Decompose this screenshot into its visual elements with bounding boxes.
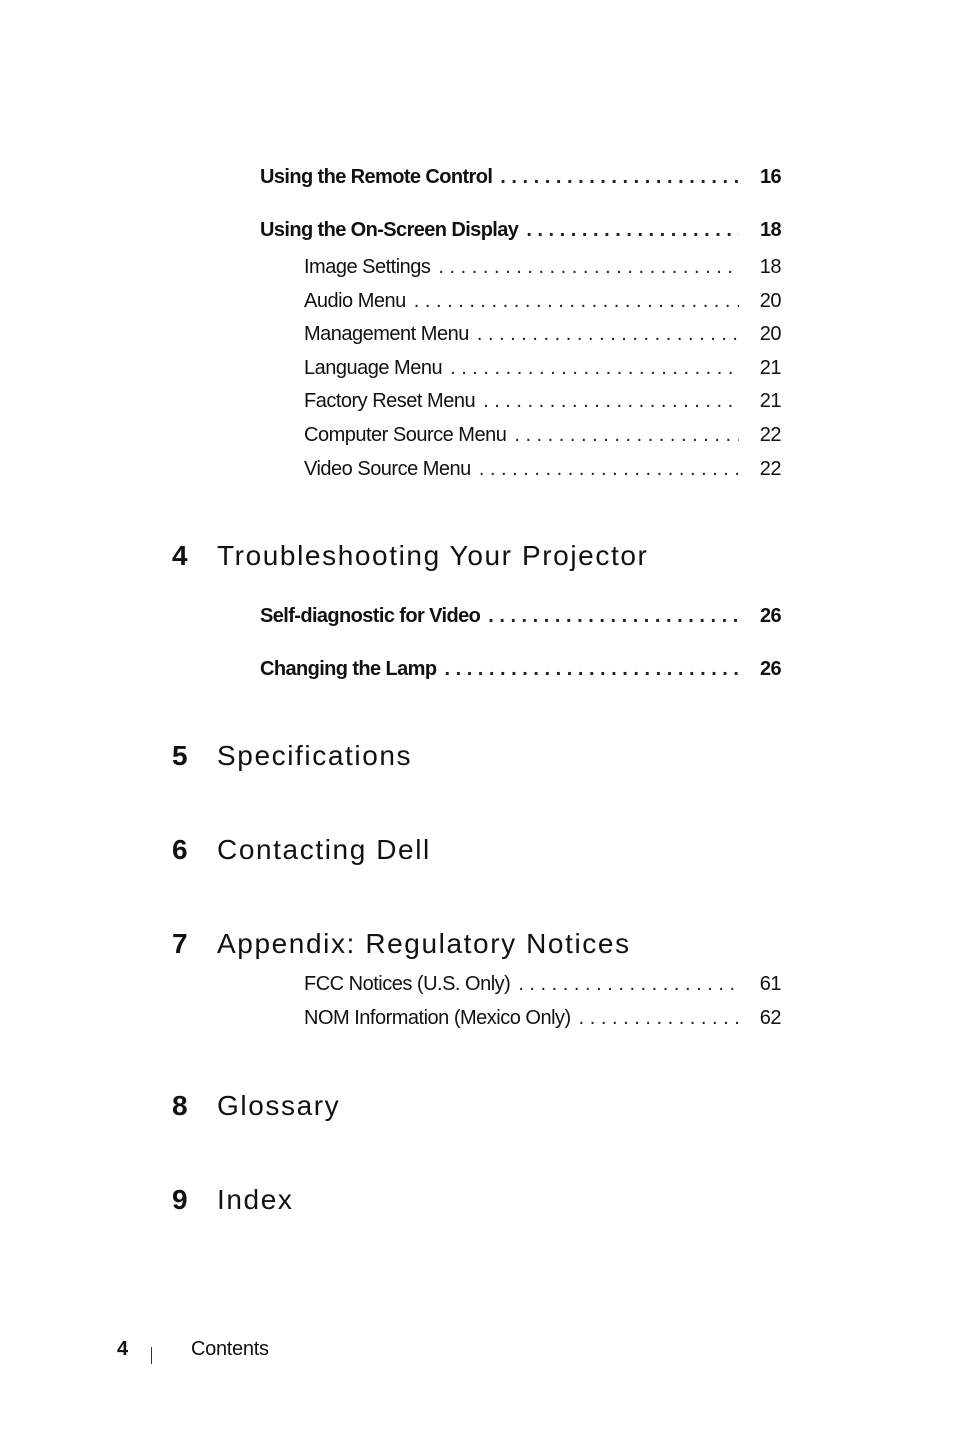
footer-page-number: 4 (117, 1338, 129, 1360)
toc-entry-page: 62 (759, 1007, 781, 1029)
toc-entry-page: 20 (759, 323, 781, 345)
toc-entry-nom-information[interactable] (304, 1007, 781, 1030)
chapter-title: Contacting Dell (217, 834, 431, 865)
dot-leader (479, 458, 739, 481)
toc-entry-page: 26 (759, 658, 781, 680)
toc-entry-title: Using the On-Screen Display (260, 219, 519, 241)
toc-entry-audio-menu[interactable] (304, 290, 781, 313)
toc-entry-management-menu[interactable] (304, 323, 781, 346)
toc-entry-changing-lamp[interactable] (260, 658, 781, 681)
dot-leader (450, 357, 739, 380)
chapter-title: Troubleshooting Your Projector (217, 540, 649, 571)
toc-entry-page: 61 (759, 973, 781, 995)
toc-entry-image-settings[interactable] (304, 256, 781, 279)
footer-divider (151, 1347, 152, 1364)
dot-leader (477, 323, 739, 346)
chapter-number: 8 (172, 1090, 188, 1121)
toc-entry-page: 22 (759, 424, 781, 446)
toc-entry-language-menu[interactable] (304, 357, 781, 380)
dot-leader (488, 605, 739, 628)
chapter-title: Appendix: Regulatory Notices (217, 928, 631, 959)
chapter-number: 9 (172, 1184, 188, 1215)
toc-entry-title: Computer Source Menu (304, 424, 507, 446)
toc-entry-title: Image Settings (304, 256, 431, 278)
toc-entry-page: 21 (759, 357, 781, 379)
toc-entry-page: 18 (759, 256, 781, 278)
dot-leader (438, 256, 739, 279)
dot-leader (500, 166, 739, 189)
toc-entry-title: Language Menu (304, 357, 443, 379)
toc-entry-factory-reset-menu[interactable] (304, 390, 781, 413)
dot-leader (579, 1007, 739, 1030)
toc-entry-title: Factory Reset Menu (304, 390, 476, 412)
footer-section-label: Contents (191, 1338, 269, 1360)
toc-entry-page: 22 (759, 458, 781, 480)
toc-entry-title: Audio Menu (304, 290, 406, 312)
toc-entry-using-osd[interactable] (260, 219, 781, 242)
dot-leader (518, 973, 739, 996)
toc-entry-page: 18 (759, 219, 781, 241)
toc-entry-title: Video Source Menu (304, 458, 471, 480)
chapter-heading-5[interactable] (172, 740, 412, 780)
toc-entry-self-diagnostic[interactable] (260, 605, 781, 628)
dot-leader (514, 424, 739, 447)
chapter-number: 7 (172, 928, 188, 959)
chapter-heading-8[interactable] (172, 1090, 340, 1130)
dot-leader (444, 658, 739, 681)
chapter-heading-4[interactable] (172, 540, 648, 580)
chapter-title: Specifications (217, 740, 413, 771)
toc-entry-page: 16 (759, 166, 781, 188)
toc-entry-title: Management Menu (304, 323, 469, 345)
chapter-number: 6 (172, 834, 188, 865)
toc-entry-title: Using the Remote Control (260, 166, 493, 188)
chapter-heading-6[interactable] (172, 834, 431, 874)
toc-entry-video-source-menu[interactable] (304, 458, 781, 481)
dot-leader (414, 290, 739, 313)
chapter-number: 5 (172, 740, 188, 771)
chapter-heading-7[interactable] (172, 928, 631, 968)
toc-entry-title: Self-diagnostic for Video (260, 605, 481, 627)
toc-entry-title: NOM Information (Mexico Only) (304, 1007, 571, 1029)
toc-entry-page: 21 (759, 390, 781, 412)
toc-entry-title: FCC Notices (U.S. Only) (304, 973, 511, 995)
toc-entry-using-remote-control[interactable] (260, 166, 781, 189)
toc-entry-computer-source-menu[interactable] (304, 424, 781, 447)
toc-entry-page: 26 (759, 605, 781, 627)
chapter-title: Glossary (217, 1090, 341, 1121)
toc-entry-title: Changing the Lamp (260, 658, 437, 680)
dot-leader (526, 219, 739, 242)
chapter-title: Index (217, 1184, 294, 1215)
dot-leader (483, 390, 739, 413)
chapter-heading-9[interactable] (172, 1184, 294, 1224)
toc-entry-page: 20 (759, 290, 781, 312)
toc-entry-fcc-notices[interactable] (304, 973, 781, 996)
chapter-number: 4 (172, 540, 188, 571)
